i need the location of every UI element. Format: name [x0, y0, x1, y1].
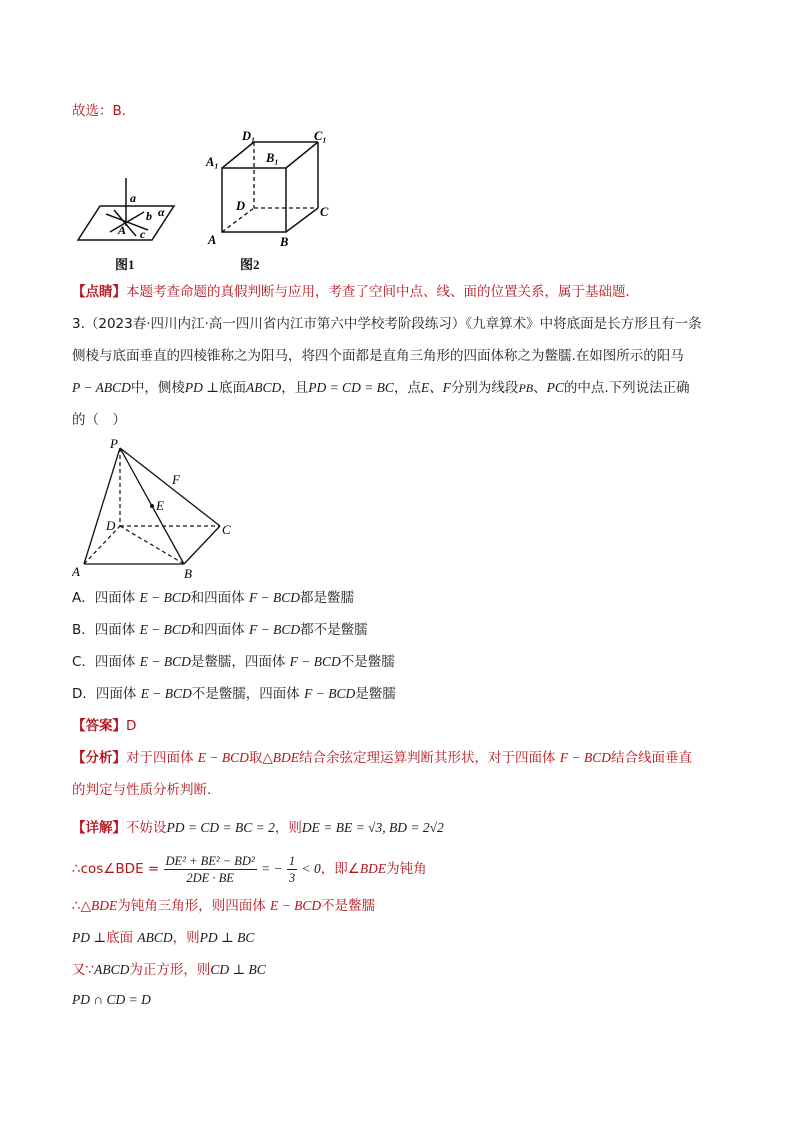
math: PD ⊥ — [72, 930, 107, 945]
math: PC — [546, 380, 564, 395]
math: PD ∩ CD = D — [72, 992, 151, 1007]
math: E − BCD — [140, 686, 192, 701]
text: ，点 — [393, 380, 421, 396]
label-C: C — [320, 205, 329, 219]
answer-line — [72, 716, 136, 736]
math: BDE — [359, 861, 387, 876]
label-D: D — [236, 199, 246, 213]
text: 都是鳖臑 — [300, 590, 355, 606]
question-line-3 — [72, 378, 690, 398]
label-D1: D₁ — [242, 129, 256, 143]
option-key: A．四面体 — [72, 590, 140, 606]
label-B: B — [184, 566, 192, 581]
text: 底面 — [106, 930, 138, 946]
math: PD ⊥ BC — [199, 930, 255, 945]
fraction-minus-third — [287, 853, 297, 886]
text: ∴△ — [72, 898, 91, 914]
math: F − BCD — [289, 654, 341, 669]
answer-tag: 【答案】 — [72, 718, 126, 734]
comment-tag: 【点睛】 — [72, 284, 126, 300]
detail-tag: 【详解】 — [72, 820, 126, 836]
text: 又∵ — [72, 962, 95, 978]
math: = − — [261, 861, 283, 876]
label-c: c — [140, 227, 146, 241]
text: ，且 — [281, 380, 309, 396]
previous-answer: 故选：B． — [72, 103, 136, 119]
label-P: P — [110, 436, 118, 451]
text: 结合线面垂直 — [610, 750, 692, 766]
detail-line-6 — [72, 990, 151, 1010]
option-key: D．四面体 — [72, 686, 141, 702]
text: 分别为线段 — [450, 380, 519, 396]
text: 和四面体 — [190, 590, 249, 606]
math: CD ⊥ BC — [210, 962, 266, 977]
text: ，即∠ — [320, 861, 360, 877]
question-line-2: 侧棱与底面垂直的四棱锥称之为阳马，将四个面都是直角三角形的四面体称之为鳖臑.在如图所示的阳马 — [72, 348, 684, 364]
math: F − BCD — [248, 590, 301, 605]
text: 中，侧棱 — [130, 380, 185, 396]
text: 结合余弦定理运算判断其形状，对于四面体 — [299, 750, 560, 766]
math: E − BCD — [139, 622, 191, 637]
label-F: F — [172, 472, 180, 487]
denominator: 2DE · BE — [186, 870, 234, 885]
text: 不是鳖臑 — [340, 654, 395, 670]
answer-value: D — [126, 718, 137, 734]
question-line-4: 的（ ） — [72, 412, 126, 428]
label-A1: A₁ — [206, 155, 219, 169]
figure-2-caption: 图2 — [240, 257, 260, 272]
math: E − BCD — [270, 898, 322, 913]
math: PD = CD = BC — [308, 380, 394, 395]
detail-line-4 — [72, 928, 254, 948]
text: 、 — [533, 380, 547, 396]
math: E − BCD — [139, 654, 191, 669]
analysis-line-2: 的判定与性质分析判断. — [72, 782, 212, 798]
label-a: a — [130, 191, 136, 205]
label-b: b — [146, 209, 152, 223]
text: 为正方形，则 — [129, 962, 211, 978]
math: PD = CD = BC = 2 — [166, 820, 275, 835]
option-D — [72, 684, 396, 704]
numerator: DE² + BE² − BD² — [165, 853, 255, 868]
label-A: A — [72, 564, 80, 579]
label-D: D — [106, 518, 116, 533]
text: 取△ — [248, 750, 273, 766]
text: 为钝角三角形，则四面体 — [117, 898, 271, 914]
text: 为钝角 — [386, 861, 427, 877]
text: 对于四面体 — [126, 750, 198, 766]
detail-line-1 — [72, 818, 444, 838]
analysis-tag: 【分析】 — [72, 750, 126, 766]
fraction-cosine — [164, 853, 257, 886]
point-E — [150, 504, 154, 508]
comment-line — [72, 282, 639, 302]
label-B1: B₁ — [266, 151, 279, 165]
label-C: C — [222, 522, 231, 537]
figure-1-caption: 图1 — [115, 257, 135, 272]
text: 底面 — [218, 380, 246, 396]
text: 和四面体 — [190, 622, 249, 638]
label-A: A — [118, 223, 127, 237]
math: PB — [518, 381, 534, 395]
math: ∴cos∠BDE = — [72, 861, 160, 877]
line-c — [110, 212, 144, 232]
text: 的中点.下列说法正确 — [563, 380, 690, 396]
label-E: E — [156, 498, 164, 513]
label-A: A — [208, 233, 217, 247]
text: 都不是鳖臑 — [300, 622, 368, 638]
math: ABCD — [94, 962, 130, 977]
label-C1: C₁ — [314, 129, 327, 143]
figure-1-plane-diagram — [72, 170, 182, 250]
text: 不是鳖臑，四面体 — [191, 686, 305, 702]
option-B — [72, 620, 368, 640]
math: F − BCD — [304, 686, 356, 701]
math: DE = BE = √3, BD = 2√2 — [301, 820, 444, 835]
label-B: B — [280, 235, 289, 249]
math: BDE — [90, 898, 118, 913]
detail-line-3 — [72, 896, 375, 916]
math: F − BCD — [248, 622, 301, 637]
analysis-line-1 — [72, 748, 692, 768]
math: E − BCD — [139, 590, 191, 605]
math: PD ⊥ — [184, 380, 219, 395]
option-A — [72, 588, 354, 608]
text: ，则 — [172, 930, 200, 946]
question-line-1: 3.（2023春·四川内江·高一四川省内江市第六中学校考阶段练习）《九章算术》中将底面是长方形且有一条 — [72, 316, 702, 332]
math: < 0 — [301, 861, 321, 876]
text: ，则 — [274, 820, 302, 836]
math: BDE — [272, 750, 300, 765]
denominator: 3 — [288, 870, 296, 885]
hidden-edge — [120, 526, 184, 564]
option-key: B．四面体 — [72, 622, 140, 638]
math: F − BCD — [559, 750, 611, 765]
numerator: 1 — [288, 853, 296, 868]
math: E、F — [420, 380, 451, 395]
figure-pyramid-diagram — [72, 436, 242, 582]
math: ABCD — [137, 930, 173, 945]
math: E − BCD — [197, 750, 249, 765]
comment-text: 本题考查命题的真假判断与应用，考查了空间中点、线、面的位置关系，属于基础题． — [126, 284, 639, 300]
option-C — [72, 652, 395, 672]
math-pyramid: P − ABCD — [72, 380, 131, 395]
detail-line-5 — [72, 960, 266, 980]
text: 不是鳖臑 — [321, 898, 376, 914]
text: 是鳖臑，四面体 — [190, 654, 290, 670]
text: 不妨设 — [126, 820, 167, 836]
detail-cos-line — [72, 852, 427, 886]
math: ABCD — [245, 380, 282, 395]
option-key: C．四面体 — [72, 654, 140, 670]
label-alpha: α — [158, 205, 165, 219]
text: 是鳖臑 — [355, 686, 396, 702]
figure-2-cube-diagram — [200, 128, 340, 250]
